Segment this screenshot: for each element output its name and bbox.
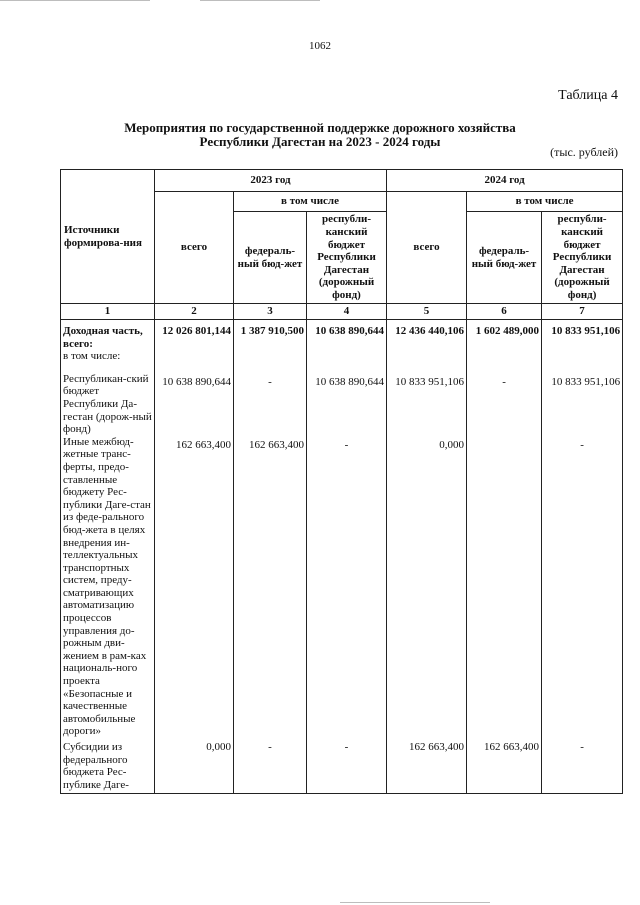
header-including-2023: в том числе — [234, 192, 387, 212]
table-row-including — [61, 350, 623, 373]
cell-value: 162 663,400 — [155, 436, 234, 738]
cell-value — [234, 350, 307, 373]
table-row-interbudget-transfers — [61, 436, 623, 738]
cell-value — [307, 350, 387, 373]
header-republic-2023: республи-канский бюджет Республики Дагестан (дорожный фонд) — [307, 212, 387, 304]
cell-value: - — [542, 738, 623, 794]
cell-value: 1 602 489,000 — [467, 320, 542, 351]
row-label: Доходная часть, всего: — [61, 320, 155, 351]
header-source: Источники формирова-ния — [61, 170, 155, 304]
column-number: 2 — [155, 304, 234, 320]
cell-value: - — [542, 436, 623, 738]
cell-value: 10 833 951,106 — [387, 373, 467, 436]
header-total-2024: всего — [387, 192, 467, 304]
cell-value — [467, 436, 542, 738]
header-including-2024: в том числе — [467, 192, 623, 212]
row-label: в том числе: — [61, 350, 155, 373]
column-number: 6 — [467, 304, 542, 320]
column-number: 4 — [307, 304, 387, 320]
table-label: Таблица 4 — [558, 88, 618, 103]
header-year-2023: 2023 год — [155, 170, 387, 192]
header-federal-2023: федераль-ный бюд-жет — [234, 212, 307, 304]
cell-value: 0,000 — [387, 436, 467, 738]
cell-value: - — [234, 738, 307, 794]
row-label: Субсидии из федерального бюджета Рес-публике Даге- — [61, 738, 155, 794]
scan-artifact-top — [0, 0, 150, 1]
column-number-row — [61, 304, 623, 320]
cell-value — [387, 350, 467, 373]
cell-value: - — [307, 436, 387, 738]
column-number: 5 — [387, 304, 467, 320]
cell-value: - — [467, 373, 542, 436]
page-title — [120, 121, 520, 149]
header-republic-2024: республи-канский бюджет Республики Дагестан (дорожный фонд) — [542, 212, 623, 304]
cell-value: 10 833 951,106 — [542, 320, 623, 351]
column-number: 3 — [234, 304, 307, 320]
cell-value — [467, 350, 542, 373]
cell-value: 162 663,400 — [467, 738, 542, 794]
column-number: 1 — [61, 304, 155, 320]
cell-value: 0,000 — [155, 738, 234, 794]
row-label: Республикан-ский бюджет Республики Да-гестан (дорож-ный фонд) — [61, 373, 155, 436]
cell-value: 1 387 910,500 — [234, 320, 307, 351]
cell-value: 162 663,400 — [387, 738, 467, 794]
funding-table — [60, 169, 623, 794]
cell-value: - — [307, 738, 387, 794]
page-number: 1062 — [309, 40, 331, 52]
cell-value — [542, 350, 623, 373]
column-number: 7 — [542, 304, 623, 320]
header-year-2024: 2024 год — [387, 170, 623, 192]
cell-value: 12 026 801,144 — [155, 320, 234, 351]
header-total-2023: всего — [155, 192, 234, 304]
cell-value: 10 833 951,106 — [542, 373, 623, 436]
row-label: Иные межбюд-жетные транс-ферты, предо-ставленные бюджету Рес-публики Даге-стан из феде-рального бюд-жета в целях внедрения ин-теллектуальных транспортных систем, преду-сматривающих автоматизацию процессов управления до-рожным дви-жением в рам-ках националь-ного проекта «Безопасные и качественные автомобильные дороги» — [61, 436, 155, 738]
table-row-income-total — [61, 320, 623, 351]
cell-value: 10 638 890,644 — [155, 373, 234, 436]
scan-artifact-top — [200, 0, 320, 1]
header-federal-2024: федераль-ный бюд-жет — [467, 212, 542, 304]
cell-value: 10 638 890,644 — [307, 373, 387, 436]
cell-value — [155, 350, 234, 373]
cell-value: - — [234, 373, 307, 436]
cell-value: 12 436 440,106 — [387, 320, 467, 351]
units-label: (тыс. рублей) — [550, 145, 618, 159]
cell-value: 162 663,400 — [234, 436, 307, 738]
scan-artifact-bottom — [340, 902, 490, 903]
title-line-1: Мероприятия по государственной поддержке дорожного хозяйства — [124, 120, 516, 135]
table-row-republic-budget — [61, 373, 623, 436]
table-row-federal-subsidies — [61, 738, 623, 794]
title-line-2: Республики Дагестан на 2023 - 2024 годы — [199, 134, 441, 149]
cell-value: 10 638 890,644 — [307, 320, 387, 351]
